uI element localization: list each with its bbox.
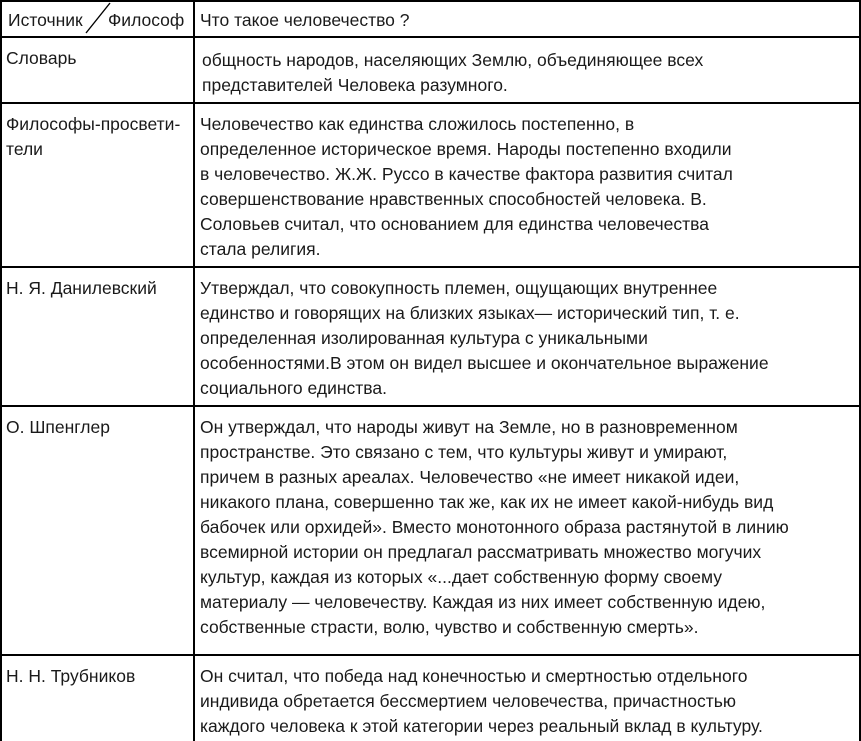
text-line: в человечество. Ж.Ж. Руссо в качестве фактора развития считал	[200, 164, 733, 184]
source-cell	[6, 112, 180, 162]
text-line: особенностями.В этом он видел высшее и окончательное выражение	[200, 353, 769, 373]
text-line: представителей Человека разумного.	[202, 75, 508, 95]
text-line: стала религия.	[200, 239, 321, 259]
text-line: культур, каждая из которых «...дает собственную форму своему	[200, 567, 722, 587]
text-line: всемирной истории он предлагал рассматривать множество могучих	[200, 542, 762, 562]
definition-cell	[202, 48, 703, 98]
column-divider	[193, 0, 195, 741]
text-line: определенная изолированная культура с уникальными	[200, 328, 648, 348]
source-line: О. Шпенглер	[6, 417, 110, 437]
text-line: собственные страсти, волю, чувство и собственную смерть».	[200, 617, 699, 637]
text-line: единство и говорящих на близких языках— исторический тип, т. е.	[200, 303, 740, 323]
text-line: Соловьев считал, что основанием для единства человечества	[200, 214, 710, 234]
definition-cell	[200, 276, 769, 401]
text-line: индивида обретается бессмертием человечества, причастностью	[200, 691, 736, 711]
text-line: Он утверждал, что народы живут на Земле, но в разновременном	[200, 417, 738, 437]
source-cell	[6, 664, 135, 689]
definition-cell	[200, 415, 789, 640]
row-divider	[0, 654, 861, 656]
header-question: Что такое человечество ?	[200, 10, 410, 30]
text-line: общность народов, населяющих Землю, объединяющее всех	[202, 50, 704, 70]
text-line: пространстве. Это связано с тем, что культуры живут и умирают,	[200, 442, 728, 462]
source-line: Философы-просвети-	[6, 114, 181, 134]
text-line: причем в разных ареалах. Человечество «не имеет никакой идеи,	[200, 467, 740, 487]
table-border-left	[0, 0, 2, 741]
source-line: Н. Н. Трубников	[6, 666, 136, 686]
source-cell	[6, 415, 110, 440]
source-line: тели	[6, 139, 43, 159]
source-cell	[6, 46, 76, 71]
text-line: Он считал, что победа над конечностью и смертностью отдельного	[200, 666, 748, 686]
row-divider	[0, 405, 861, 407]
text-line: никакого плана, совершенно так же, как их не имеет какой-нибудь вид	[200, 492, 774, 512]
source-cell	[6, 276, 157, 301]
header-source-label: Источник	[8, 10, 83, 30]
source-line: Словарь	[6, 48, 77, 68]
text-line: каждого человека к этой категории через реальный вклад в культуру.	[200, 716, 763, 736]
text-line: Утверждал, что совокупность племен, ощущающих внутреннее	[200, 278, 718, 298]
source-line: Н. Я. Данилевский	[6, 278, 157, 298]
text-line: материалу — человечеству. Каждая из них имеет собственную идею,	[200, 592, 766, 612]
row-divider	[0, 36, 861, 38]
text-line: определенное историческое время. Народы постепенно входили	[200, 139, 732, 159]
text-line: совершенствование нравственных способностей человека. В.	[200, 189, 707, 209]
definition-cell	[200, 664, 763, 739]
row-divider	[0, 102, 861, 104]
text-line: Человечество как единства сложилось постепенно, в	[200, 114, 635, 134]
definition-cell	[200, 112, 733, 262]
text-line: бабочек или орхидей». Вместо монотонного образа растянутой в линию	[200, 517, 789, 537]
header-philosopher-label: Философ	[108, 10, 185, 30]
text-line: социального единства.	[200, 378, 387, 398]
row-divider	[0, 266, 861, 268]
